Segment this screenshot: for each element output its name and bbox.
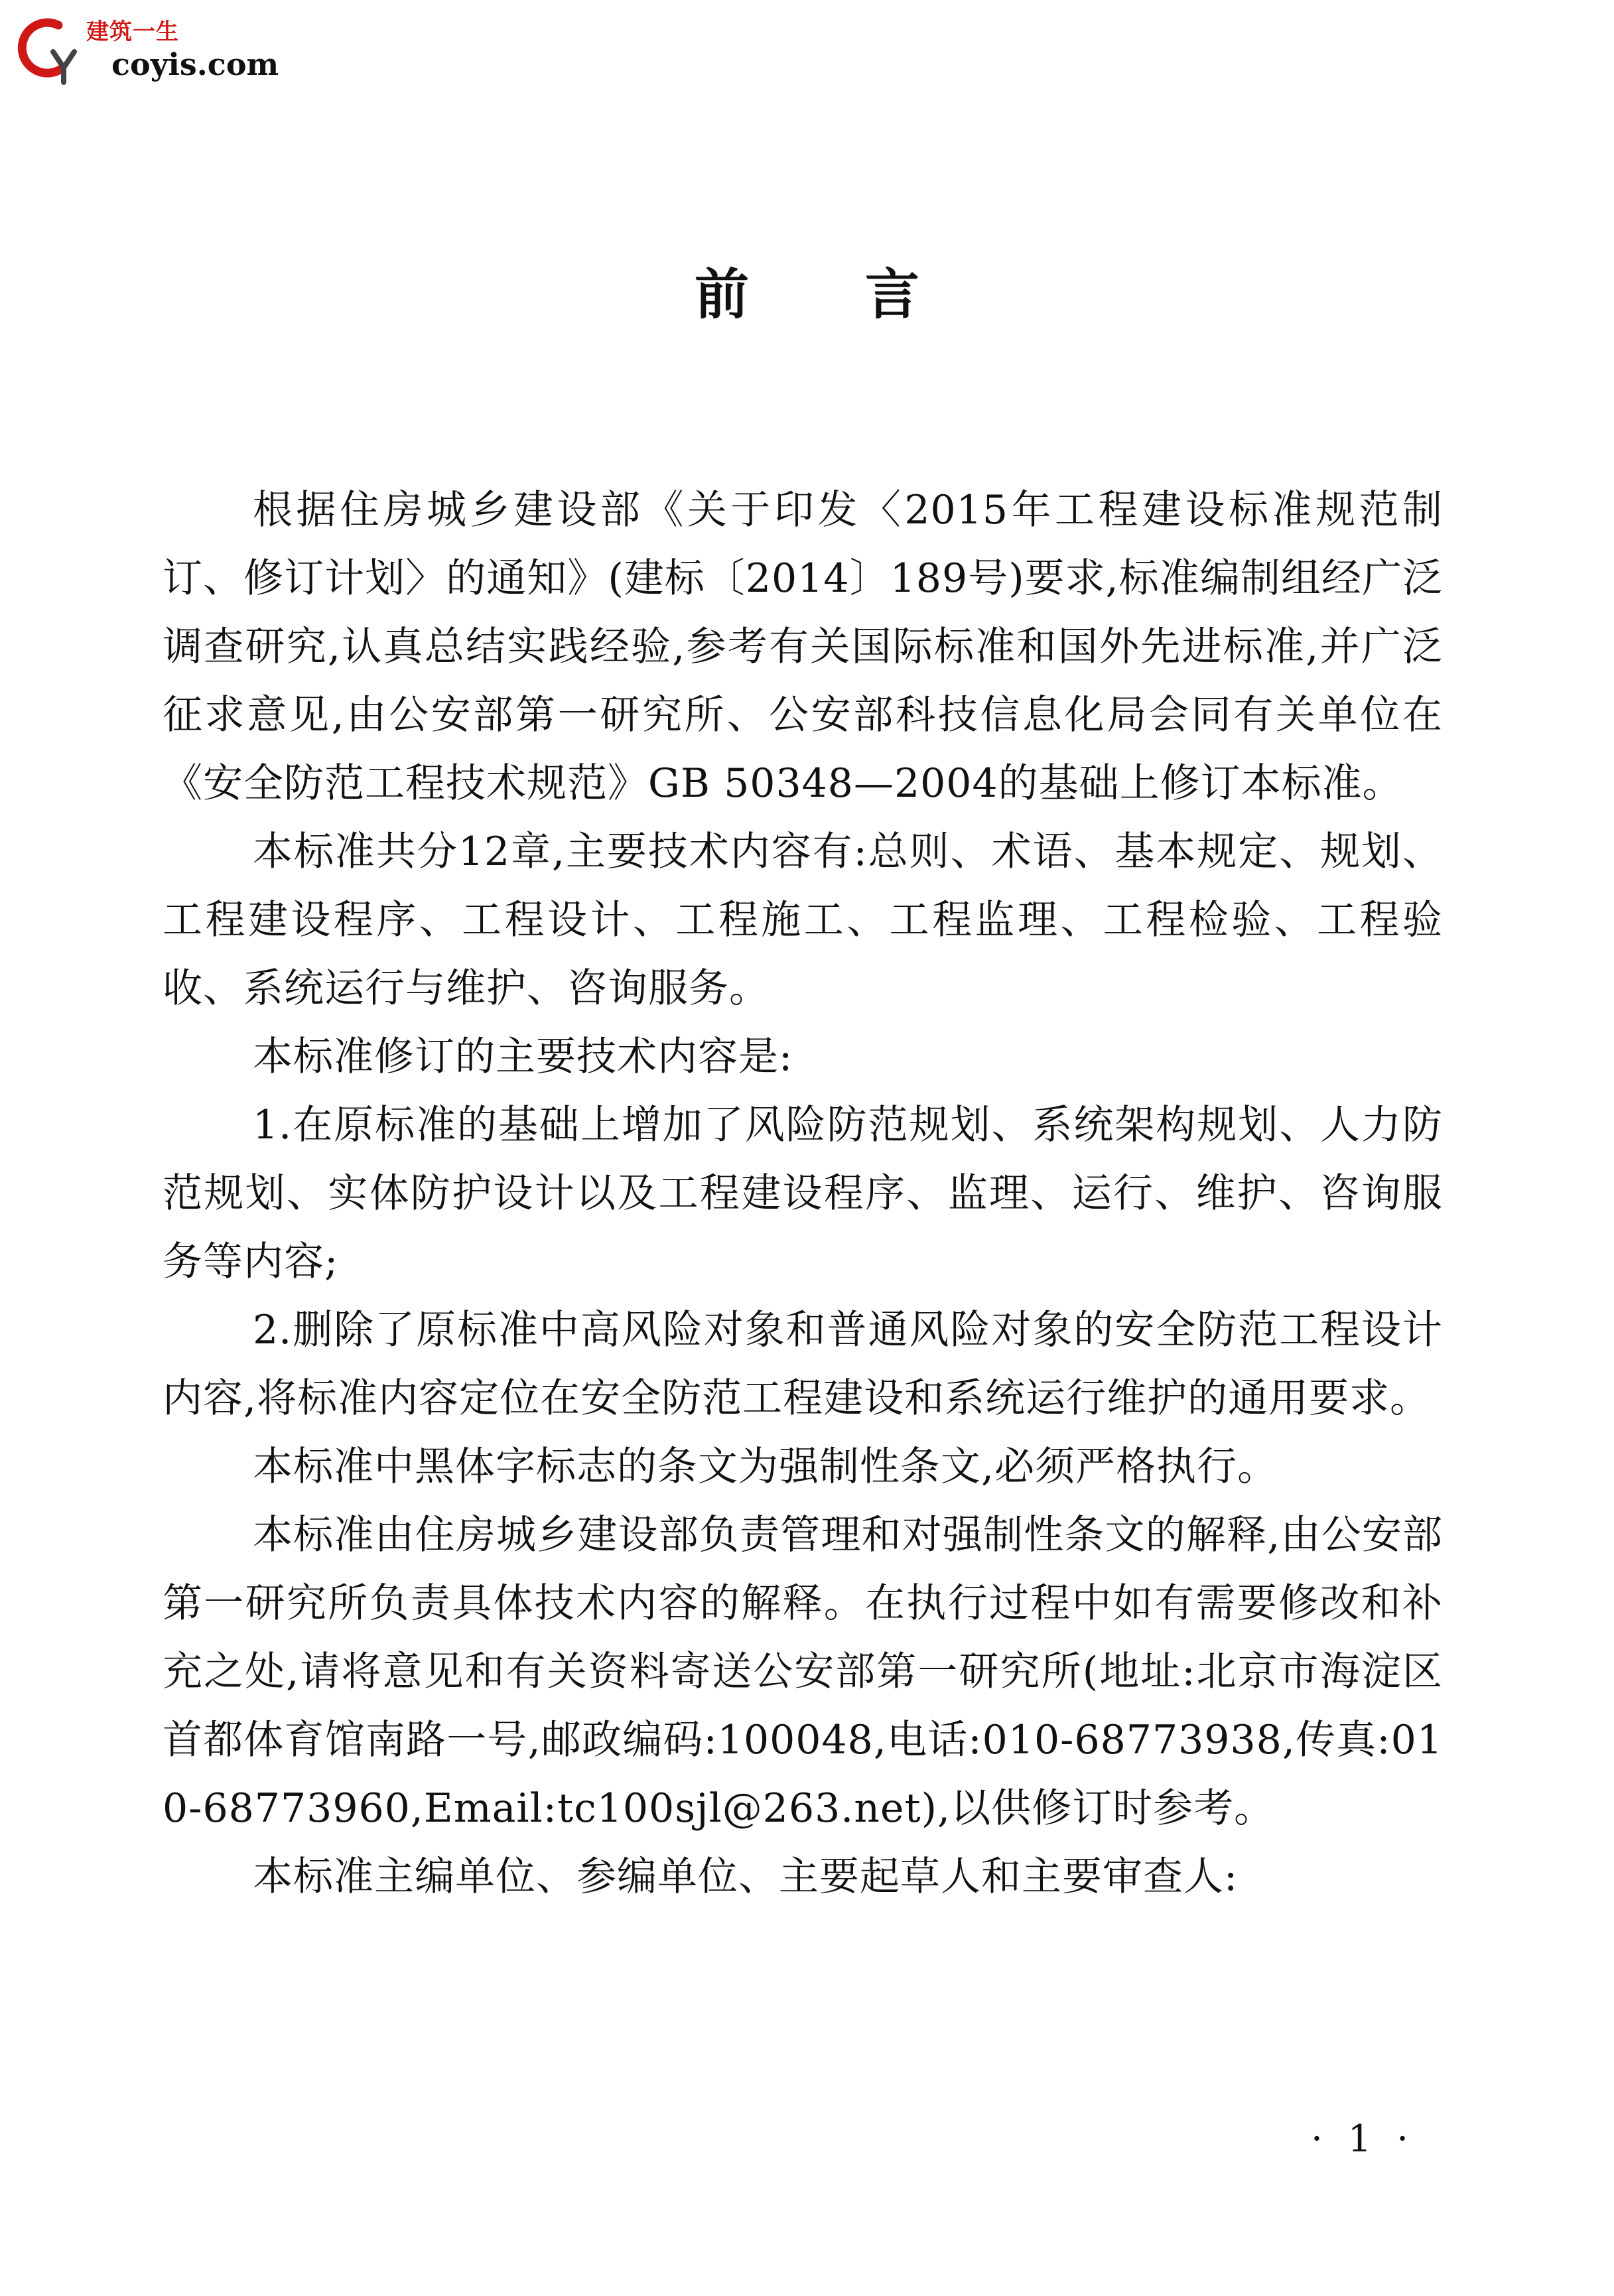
list-item: 1.在原标准的基础上增加了风险防范规划、系统架构规划、人力防范规划、实体防护设计以及工程建设程序、监理、运行、维护、咨询服务等内容;	[163, 1102, 1443, 1285]
paragraph: 本标准中黑体字标志的条文为强制性条文,必须严格执行。	[253, 1444, 1278, 1490]
paragraph: 根据住房城乡建设部《关于印发〈2015年工程建设标准规范制订、修订计划〉的通知》(建标〔2014〕189号)要求,标准编制组经广泛调查研究,认真总结实践经验,参考有关国际标准和国外先进标准,并广泛征求意见,由公安部第一研究所、公安部科技信息化局会同有关单位在《安全防范工程技术规范》GB 50348—2004的基础上修订本标准。	[163, 487, 1443, 807]
watermark-logo	[12, 9, 291, 89]
page-number: · 1 ·	[1311, 2118, 1415, 2161]
watermark-site-name: 建筑一生	[86, 19, 179, 45]
paragraph: 本标准由住房城乡建设部负责管理和对强制性条文的解释,由公安部第一研究所负责具体技术内容的解释。在执行过程中如有需要修改和补充之处,请将意见和有关资料寄送公安部第一研究所(地址:北京市海淀区首都体育馆南路一号,邮政编码:100048,电话:010-68773938,传真:010-68773960,Email:tc100sjl@263.net),以供修订时参考。	[163, 1512, 1443, 1832]
preface-body	[163, 476, 1443, 1911]
list-item: 2.删除了原标准中高风险对象和普通风险对象的安全防范工程设计内容,将标准内容定位在安全防范工程建设和系统运行维护的通用要求。	[163, 1307, 1443, 1422]
page-title: 前言	[695, 263, 1036, 326]
paragraph: 本标准主编单位、参编单位、主要起草人和主要审查人:	[253, 1854, 1239, 1900]
paragraph: 本标准修订的主要技术内容是:	[253, 1034, 793, 1080]
watermark-url: coyis.com	[111, 46, 279, 82]
paragraph: 本标准共分12章,主要技术内容有:总则、术语、基本规定、规划、工程建设程序、工程设计、工程施工、工程监理、工程检验、工程验收、系统运行与维护、咨询服务。	[163, 829, 1443, 1012]
coyis-logo-icon	[12, 12, 85, 85]
